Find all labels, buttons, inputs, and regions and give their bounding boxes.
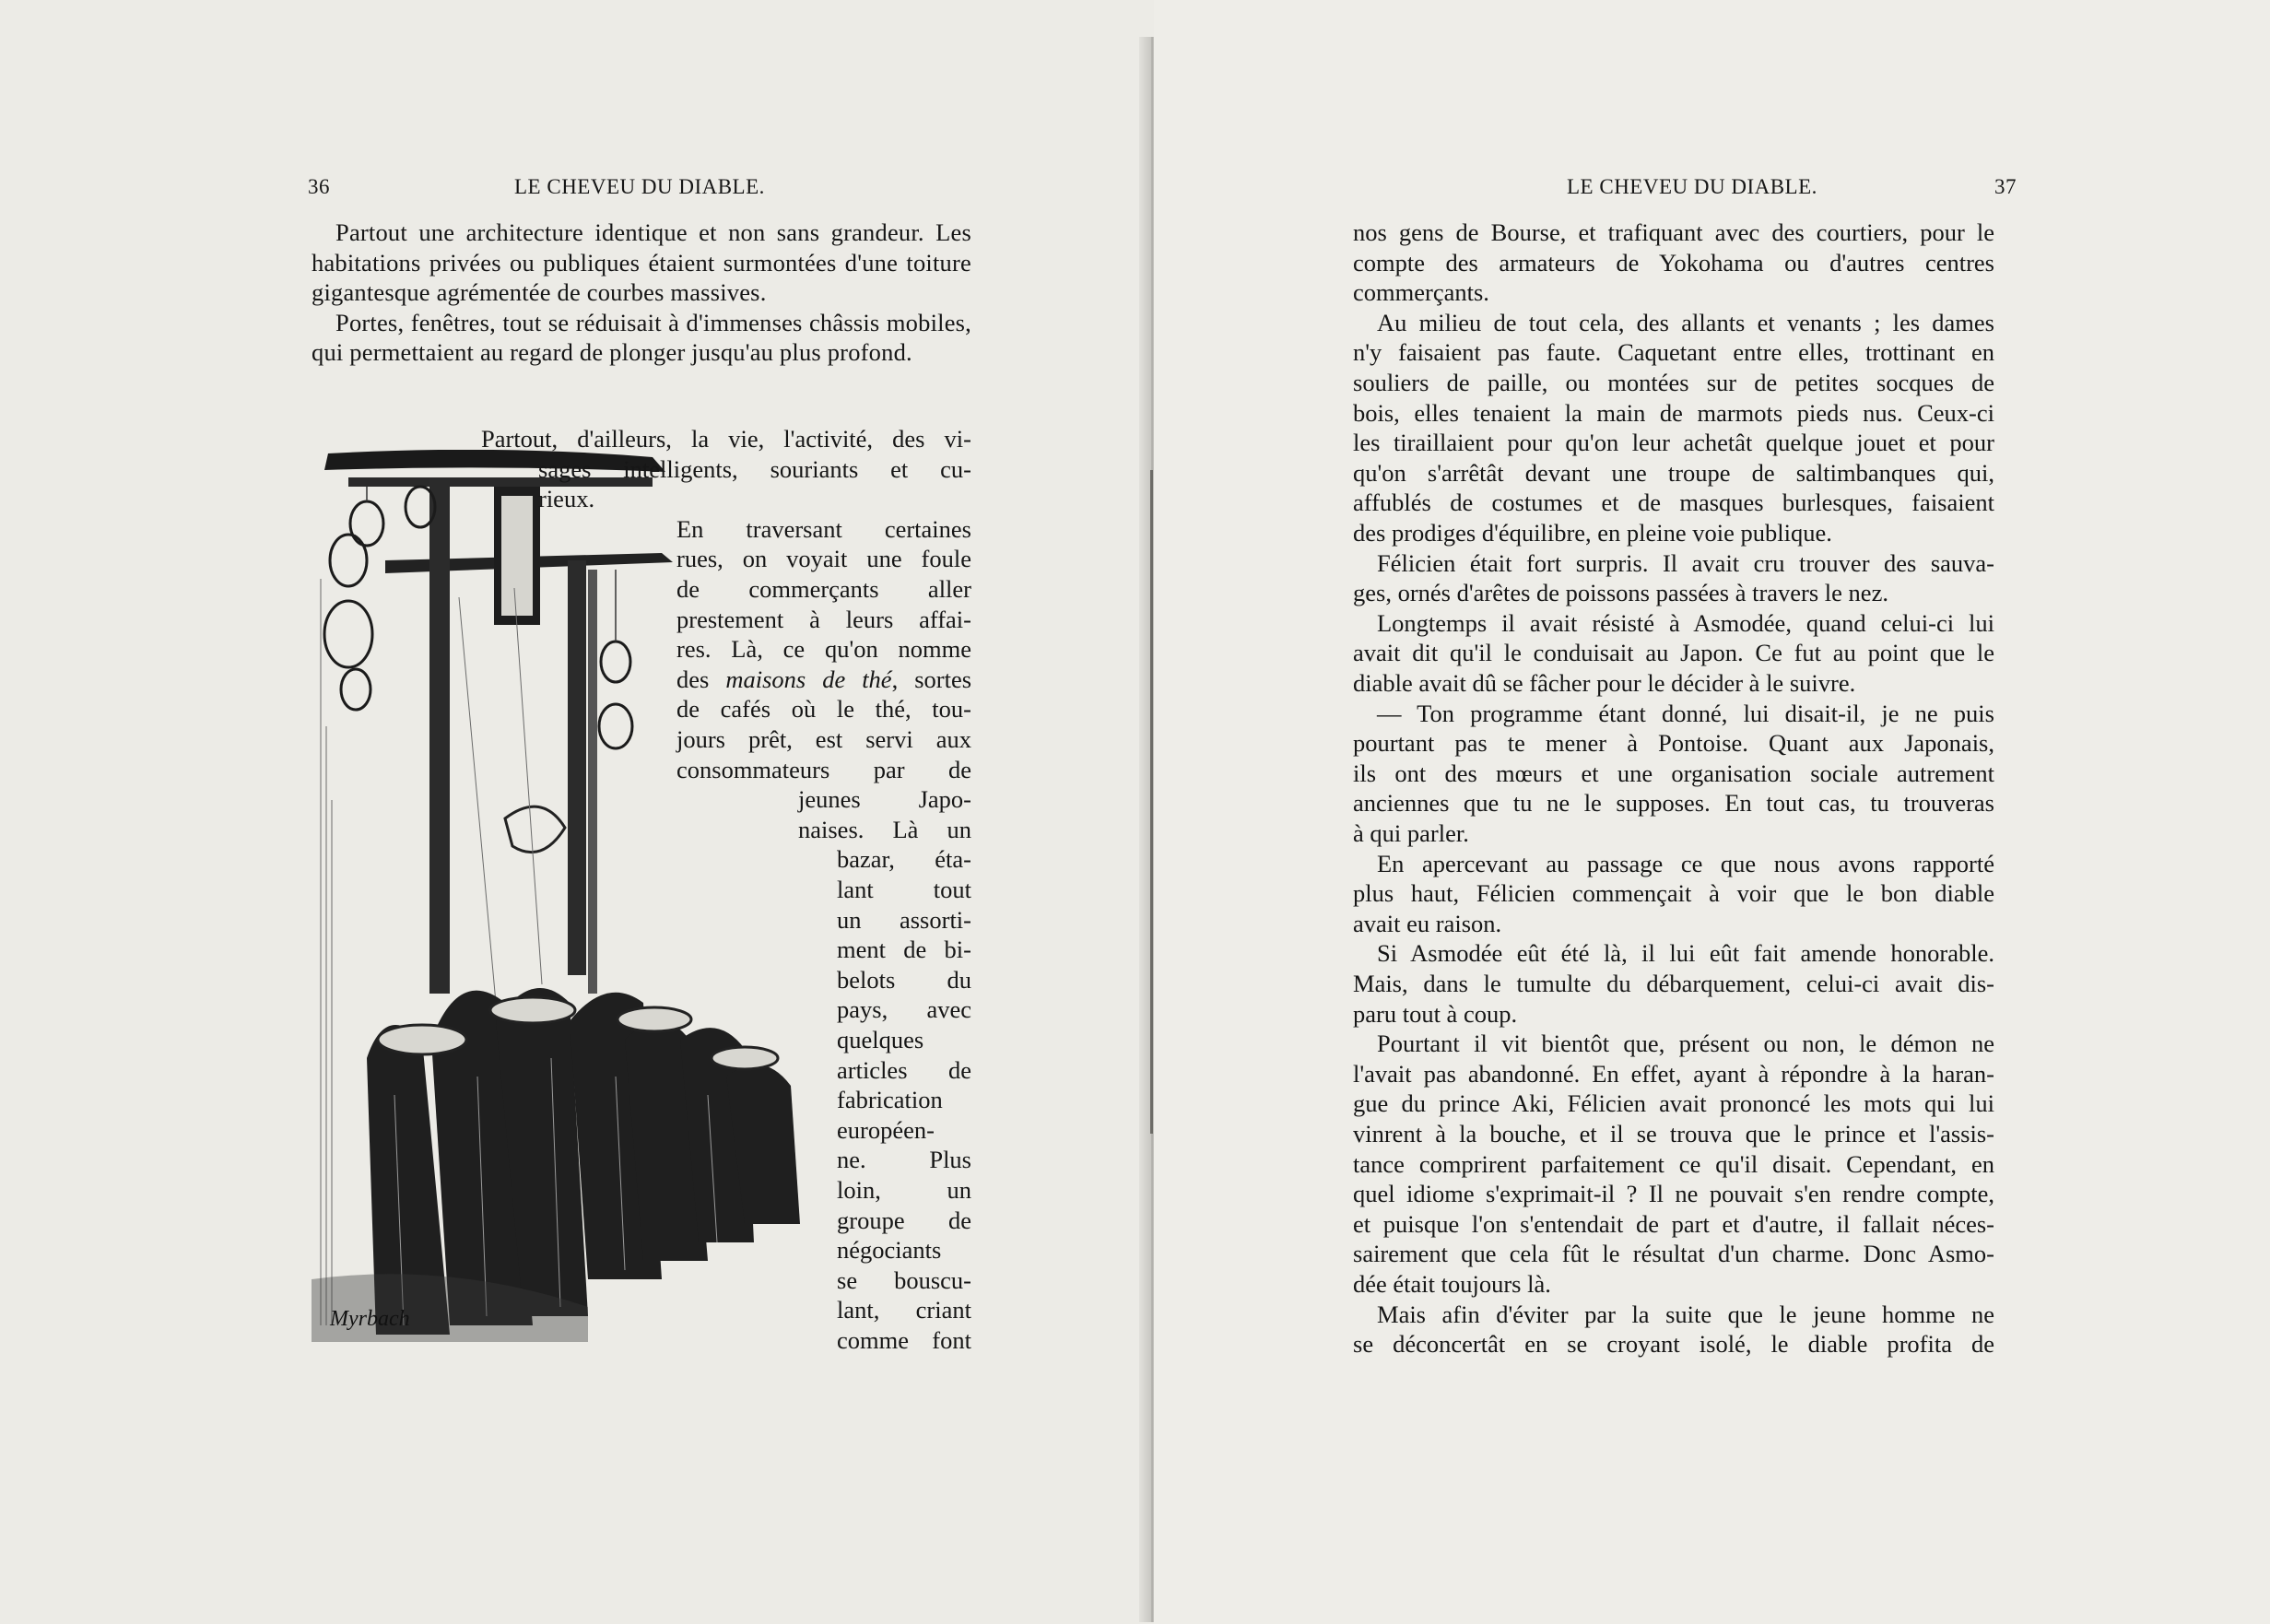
- wrap-line: se bouscu-: [837, 1265, 971, 1294]
- text-line: bois, elles tenaient la main de marmots pieds nus. Ceux-ci: [1353, 398, 1994, 427]
- text-line: Pourtant il vit bientôt que, présent ou non, le démon ne: [1377, 1030, 1994, 1058]
- illustration-signature: Myrbach: [330, 1307, 410, 1331]
- wrap-line: pays, avec: [837, 995, 971, 1024]
- wrap-line: jeunes Japo-: [798, 785, 971, 814]
- text-line: se déconcertât en se croyant isolé, le diable profita de: [1353, 1330, 1994, 1359]
- text-line: l'avait pas abandonné. En effet, ayant à répondre à la haran-: [1353, 1059, 1994, 1088]
- text-line: avait eu raison.: [1353, 909, 1502, 937]
- wrap-line: comme font: [837, 1326, 971, 1354]
- wrap-line: ment de bi-: [837, 936, 971, 964]
- text-line: des prodiges d'équilibre, en pleine voie publique.: [1353, 519, 1832, 547]
- wrap-line: bazar, éta-: [837, 845, 971, 874]
- text-line: Si Asmodée eût été là, il lui eût fait amende honorable.: [1377, 939, 1994, 968]
- wrap-line: fabrication: [837, 1086, 943, 1114]
- wrap-line: un assorti-: [837, 905, 971, 934]
- left-paragraphs: [312, 218, 971, 368]
- left-running-head: LE CHEVEU DU DIABLE.: [514, 175, 765, 198]
- wrap-line: consommateurs par de: [676, 755, 971, 783]
- text-line: En apercevant au passage ce que nous avons rapporté: [1377, 849, 1994, 877]
- text-line: et puisque l'on s'entendait de part et d'autre, il fallait néces-: [1353, 1209, 1994, 1238]
- text-line: ils ont des mœurs et une organisation sociale autrement: [1353, 759, 1994, 787]
- text-line: avait dit qu'il le conduisait au Japon. Ce fut au point que le: [1353, 639, 1994, 667]
- wrap-line: jours prêt, est servi aux: [676, 725, 971, 753]
- right-page-number: 37: [1994, 175, 2017, 198]
- text-line: Au milieu de tout cela, des allants et venants ; les dames: [1377, 308, 1994, 336]
- wrap-line: sages intelligents, souriants et cu-: [538, 454, 971, 483]
- wrap-line: groupe de: [837, 1206, 971, 1234]
- text-line: anciennes que tu ne le supposes. En tout cas, tu trouveras: [1353, 789, 1994, 818]
- wrap-line: européen-: [837, 1115, 935, 1144]
- text-line: pourtant pas te mener à Pontoise. Quant aux Japonais,: [1353, 729, 1994, 758]
- text-line: gue du prince Aki, Félicien avait prononcé les mots qui lui: [1353, 1089, 1994, 1118]
- wrap-line: de cafés où le thé, tou-: [676, 695, 971, 724]
- text-line: les tiraillaient pour qu'on leur achetât quelque jouet et pour: [1353, 429, 1994, 457]
- text-line: Félicien était fort surpris. Il avait cru trouver des sauva-: [1377, 548, 1994, 577]
- text-line: commerçants.: [1353, 278, 1489, 307]
- text-line: dée était toujours là.: [1353, 1270, 1551, 1298]
- text-line: ges, ornés d'arêtes de poissons passées à travers le nez.: [1353, 579, 1888, 607]
- wrap-line: de commerçants aller: [676, 575, 971, 603]
- wrap-line: En traversant certaines: [676, 514, 971, 543]
- wrap-line: Partout, d'ailleurs, la vie, l'activité, des vi-: [481, 425, 971, 453]
- wrap-line: loin, un: [837, 1176, 971, 1204]
- wrap-line: articles de: [837, 1055, 971, 1084]
- wrap-line: naises. Là un: [798, 815, 971, 843]
- text-line: vinrent à la bouche, et il se trouva que le prince et l'assis-: [1353, 1120, 1994, 1147]
- text-line: — Ton programme étant donné, lui disait-il, je ne puis: [1377, 699, 1994, 727]
- wrap-line: quelques: [837, 1026, 924, 1053]
- text-line: Longtemps il avait résisté à Asmodée, quand celui-ci lui: [1377, 608, 1994, 637]
- text-line: qu'on s'arrêtât devant une troupe de saltimbanques qui,: [1353, 458, 1994, 487]
- text-line: Mais, dans le tumulte du débarquement, celui-ci avait dis-: [1353, 970, 1994, 997]
- left-page-number: 36: [308, 175, 330, 198]
- wrap-line: négociants: [837, 1236, 942, 1265]
- wrap-line: res. Là, ce qu'on nomme: [676, 635, 971, 664]
- right-running-head: LE CHEVEU DU DIABLE.: [1567, 175, 1817, 198]
- wrap-line: rieux.: [538, 485, 595, 513]
- text-line: à qui parler.: [1353, 819, 1469, 847]
- text-line: quel idiome s'exprimait-il ? Il ne pouvait s'en rendre compte,: [1353, 1180, 1994, 1208]
- text-line: paru tout à coup.: [1353, 999, 1518, 1028]
- right-page: [1154, 0, 2270, 1624]
- text-line: sairement que cela fût le résultat d'un charme. Donc Asmo-: [1353, 1240, 1994, 1268]
- text-line: diable avait dû se fâcher pour le décider à le suivre.: [1353, 669, 1856, 697]
- text-line: nos gens de Bourse, et trafiquant avec des courtiers, pour le: [1353, 218, 1994, 246]
- wrap-line: lant, criant: [837, 1296, 971, 1324]
- wrap-line: des maisons de thé, sortes: [676, 665, 972, 693]
- text-line: tance comprirent parfaitement ce qu'il disait. Cependant, en: [1353, 1149, 1994, 1178]
- text-line: Mais afin d'éviter par la suite que le jeune homme ne: [1377, 1300, 1994, 1328]
- left-paragraph-1: Partout une architecture identique et non sans grandeur. Les habitations privées ou publiques étaient surmontées d'une toiture gigantesque agrémentée de courbes massives.: [312, 218, 971, 307]
- left-paragraph-2: Portes, fenêtres, tout se réduisait à d'immenses châssis mobiles, qui permettaient au regard de plonger jusqu'au plus profond.: [312, 308, 971, 367]
- wrap-line: ne. Plus: [837, 1146, 971, 1174]
- wrap-line: prestement à leurs affai-: [676, 605, 971, 633]
- text-line: souliers de paille, ou montées sur de petites socques de: [1353, 369, 1994, 396]
- text-line: plus haut, Félicien commençait à voir que le bon diable: [1353, 879, 1994, 908]
- text-line: compte des armateurs de Yokohama ou d'autres centres: [1353, 248, 1994, 277]
- text-line: affublés de costumes et de masques burlesques, faisaient: [1353, 488, 1994, 517]
- text-line: n'y faisaient pas faute. Caquetant entre elles, trottinant en: [1353, 338, 1994, 367]
- wrap-line: rues, on voyait une foule: [676, 545, 971, 573]
- italic-term: maisons de thé: [725, 665, 892, 693]
- wrap-line: belots du: [837, 965, 971, 994]
- wrap-line: lant tout: [837, 876, 971, 903]
- fold-line: [1150, 470, 1153, 1134]
